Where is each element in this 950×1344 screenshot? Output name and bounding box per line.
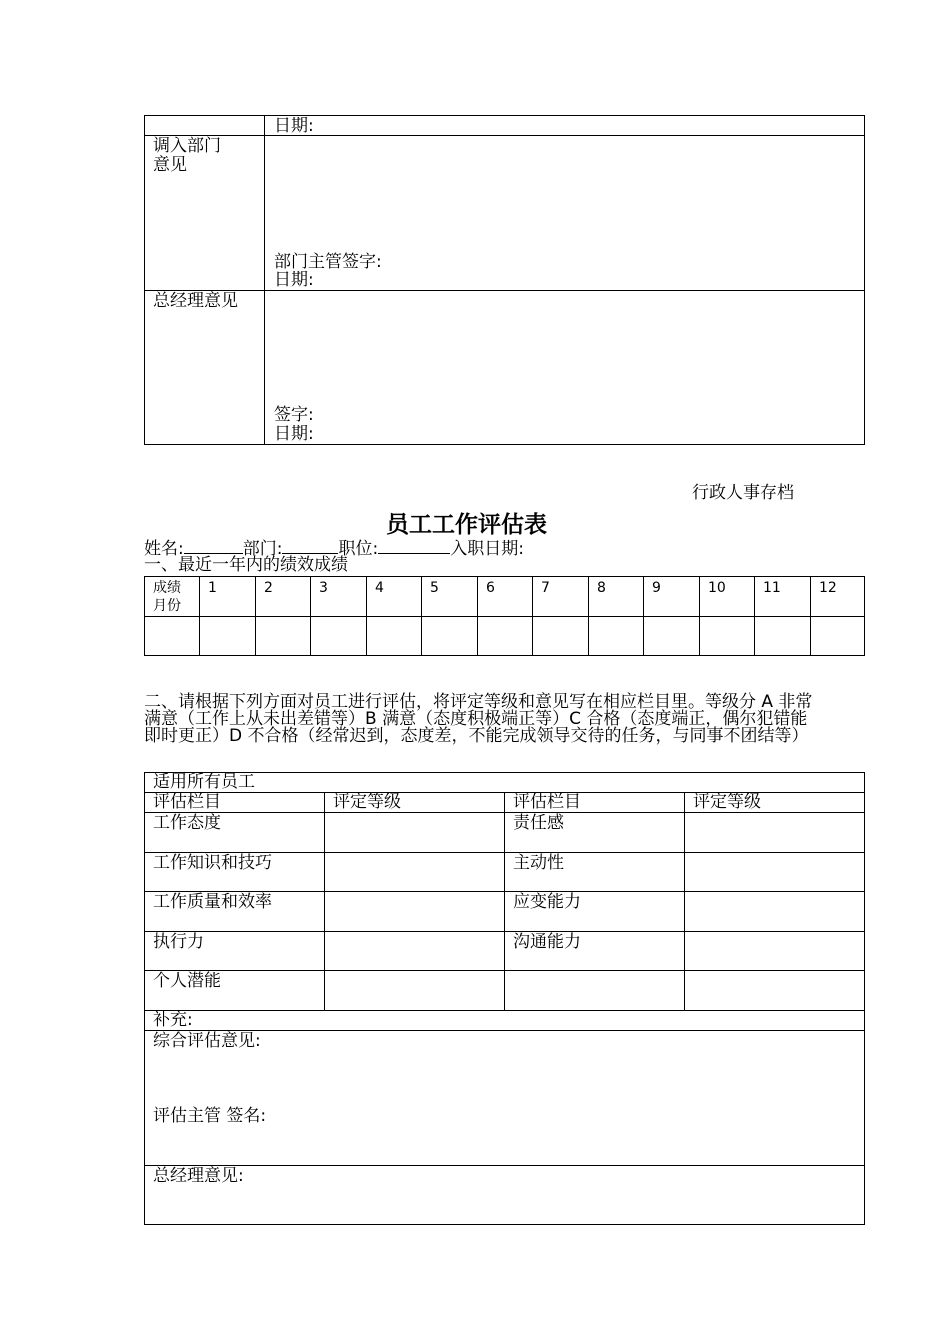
dept-supervisor-sign-field[interactable]: 部门主管签字: [274,252,382,272]
rating-row-divider [144,1010,865,1011]
section1-title: 一、最近一年内的绩效成绩 [144,555,348,575]
gm-opinion-field[interactable]: 总经理意见: [153,1166,244,1186]
score-input-cell[interactable] [812,619,863,653]
score-column-divider [643,576,644,656]
dept-label: 部门: [242,539,283,559]
score-column-divider [699,576,700,656]
item-work-attitude: 工作态度 [153,813,221,833]
row-divider [144,135,865,136]
score-input-cell[interactable] [201,619,252,653]
score-input-cell[interactable] [534,619,585,653]
month-label: 7 [541,580,550,596]
item-execution: 执行力 [153,932,204,952]
score-column-divider [477,576,478,656]
score-column-divider [810,576,811,656]
rating-column-divider [684,792,685,1010]
row-divider [144,290,865,291]
archive-note: 行政人事存档 [692,483,794,503]
transfer-in-dept-label: 调入部门 [153,136,221,156]
item-responsibility: 责任感 [513,813,564,833]
score-row-divider [144,616,865,617]
item-quality-efficiency: 工作质量和效率 [153,892,272,912]
rating-column-divider [324,792,325,1010]
score-input-cell[interactable] [479,619,530,653]
score-column-divider [421,576,422,656]
applies-to-label: 适用所有员工 [153,772,255,792]
hire-date-label: 入职日期: [450,539,524,559]
position-blank[interactable] [378,538,450,554]
month-label: 4 [375,580,384,596]
rating-column-divider [504,792,505,1010]
month-label: 11 [763,580,781,596]
score-input-cell[interactable] [368,619,419,653]
month-label: 9 [652,580,661,596]
column-divider [264,115,265,445]
supervisor-sign-field[interactable]: 评估主管 签名: [153,1106,267,1126]
score-input-cell[interactable] [590,619,641,653]
month-label: 8 [597,580,606,596]
overall-opinion-field[interactable]: 综合评估意见: [153,1031,261,1051]
month-label: 3 [319,580,328,596]
transfer-in-dept-label-2: 意见 [153,155,187,175]
month-label: 5 [430,580,439,596]
score-column-divider [366,576,367,656]
item-communication: 沟通能力 [513,932,581,952]
supplement-field[interactable]: 补充: [153,1010,193,1030]
item-initiative: 主动性 [513,853,564,873]
score-input-cell[interactable] [423,619,474,653]
item-potential: 个人潜能 [153,971,221,991]
item-adaptability: 应变能力 [513,892,581,912]
gm-date-field[interactable]: 日期: [274,424,314,444]
dept-blank[interactable] [282,538,338,554]
name-blank[interactable] [184,538,243,554]
month-label: 12 [819,580,837,596]
month-label: 6 [486,580,495,596]
score-header-label: 成绩 [153,580,181,596]
date-label: 日期: [274,116,314,136]
score-column-divider [532,576,533,656]
transfer-form-table [144,115,865,445]
name-label: 姓名: [144,539,184,559]
score-input-cell[interactable] [701,619,752,653]
score-input-cell[interactable] [756,619,807,653]
header-rating-1: 评定等级 [333,792,401,812]
score-column-divider [754,576,755,656]
score-input-cell[interactable] [645,619,696,653]
month-label: 1 [208,580,217,596]
rating-row-divider [144,1165,865,1166]
header-rating-2: 评定等级 [693,792,761,812]
gm-opinion-label: 总经理意见 [153,291,238,311]
position-label: 职位: [338,539,379,559]
score-column-divider [255,576,256,656]
score-column-divider [588,576,589,656]
month-header-label: 月份 [153,598,181,614]
page-title: 员工工作评估表 [386,512,547,538]
score-input-cell[interactable] [257,619,308,653]
score-column-divider [199,576,200,656]
dept-date-field[interactable]: 日期: [274,270,314,290]
item-knowledge-skills: 工作知识和技巧 [153,853,272,873]
header-category-2: 评估栏目 [513,792,581,812]
score-column-divider [310,576,311,656]
header-category-1: 评估栏目 [153,792,221,812]
month-label: 10 [708,580,726,596]
score-input-cell[interactable] [312,619,363,653]
section2-instructions: 二、请根据下列方面对员工进行评估，将评定等级和意见写在相应栏目里。等级分 A 非常满意（工作上从未出差错等）B 满意（态度积极端正等）C 合格（态度端正，偶尔犯错能即时更正）D 不合格（经常迟到，态度差，不能完成领导交待的任务，与同事不团结等） [144,692,813,746]
gm-sign-field[interactable]: 签字: [274,405,314,425]
month-label: 2 [264,580,273,596]
